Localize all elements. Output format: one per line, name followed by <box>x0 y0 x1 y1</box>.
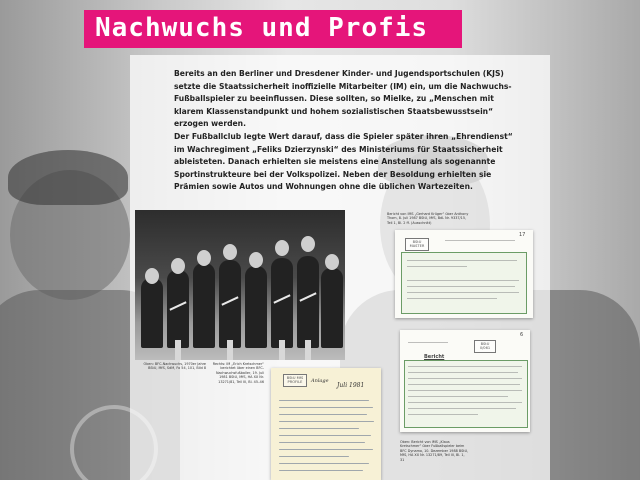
handwriting-line <box>279 442 365 443</box>
text-line <box>407 298 497 299</box>
highlight-frame <box>404 360 528 428</box>
body-paragraph-2: Der Fußballclub legte Wert darauf, dass die Spieler später ihren „Ehrendienst“ im Wachregiment „Feliks Dzierzynski“ des Ministeriums für Staatssicherheit ableisteten. Danach erhielten sie meistens eine Anstellung als sogenannte Sportinstrukteure bei der Volkspolizei. Neben der Besoldung erhielten sie Prämien sowie Autos und Wohnungen ohne die üblichen Wartezeiten. <box>174 131 513 192</box>
letter-date: Juli 1981 <box>337 382 365 389</box>
photo-player-head <box>325 254 339 270</box>
text-line <box>407 260 517 261</box>
page-number: 6 <box>520 332 524 338</box>
photo-player <box>297 256 319 348</box>
player-leg <box>279 340 285 360</box>
page-title: Nachwuchs und Profis <box>95 13 429 43</box>
handwriting-line <box>279 421 374 422</box>
photo-player-head <box>301 236 315 252</box>
handwriting-line <box>279 470 363 471</box>
text-line <box>408 402 522 403</box>
bg-player-hair-left <box>8 150 128 205</box>
report-heading: Bericht <box>424 354 445 360</box>
text-line <box>407 280 519 281</box>
letter-stamp: BStU MfS PROFILE <box>283 374 307 387</box>
highlight-frame <box>401 252 527 314</box>
text-line <box>407 292 519 293</box>
photo-player-head <box>145 268 159 284</box>
handwriting-line <box>279 407 373 408</box>
text-line <box>408 384 520 385</box>
text-line <box>408 378 522 379</box>
text-line <box>408 366 522 367</box>
body-text <box>174 68 514 194</box>
report-bottom-caption: Oben: Bericht von IMS „Klaus Kretschmer“ über Fußballspieler beim BFC Dynamo, 10. Dezember 1988 BStU, MfS, HA XX Nr. 13271/89, Teil III, Bl. 1, 31 <box>400 440 469 462</box>
photo-player-head <box>197 250 211 266</box>
handwriting-line <box>279 463 369 464</box>
photo-player <box>141 278 163 348</box>
photo-player-head <box>249 252 263 268</box>
photo-player-head <box>171 258 185 274</box>
photo-player <box>321 268 343 348</box>
text-line <box>445 240 515 241</box>
report-document-bottom <box>400 330 530 432</box>
report-top-stamp: BStU MASTER <box>405 238 429 251</box>
text-line <box>408 372 518 373</box>
photo-player-head <box>223 244 237 260</box>
handwritten-letter <box>271 368 381 480</box>
photo-player <box>193 263 215 348</box>
player-leg <box>305 340 311 360</box>
player-leg <box>175 340 181 360</box>
text-line <box>408 408 516 409</box>
player-leg <box>227 340 233 360</box>
team-photo <box>135 210 345 360</box>
handwriting-line <box>279 456 349 457</box>
letter-salutation: Anlage <box>311 378 329 384</box>
handwriting-line <box>279 435 371 436</box>
text-line <box>407 266 467 267</box>
report-bottom-stamp: BStU 0/061 <box>474 340 496 353</box>
photo-caption: Oben: BFC-Nachwuchs, 1970er Jahre BStU, MfS, SdM, Fo 54, 101, Bild 8 <box>143 362 206 371</box>
handwriting-line <box>279 428 359 429</box>
photo-player-head <box>275 240 289 256</box>
text-line <box>407 286 515 287</box>
handwriting-line <box>279 400 369 401</box>
text-line <box>408 414 478 415</box>
body-paragraph-1: Bereits an den Berliner und Dresdener Kinder- und Jugendsportschulen (KJS) setzte die Staatssicherheit inoffizielle Mitarbeiter (IM) ein, um die Nachwuchs-Fußballspieler zu beeinflussen. Diese sollten, so Mielke, zu „Menschen mit klarem Klassenstandpunkt und hohem sozialistischen Staatsbewusstsein“ erzogen werden. <box>174 69 512 129</box>
handwriting-line <box>279 414 367 415</box>
report-top-caption: Bericht von IMS „Gerhard Krüger“ über Anthony Thom, 8. Juli 1987 BStU, MfS, BdL Nr. 9337/15, Teil 1, Bl. 2 ff. (Ausschnitt) <box>387 212 469 225</box>
letter-caption: Rechts: IM „Erich Kretschmer“ berichtet über einen BFC-Nachwuchsfußballer, 19. Juli 1981 BStU, MfS, HA XX Nr. 13271/81, Teil III, Bl. 45–46 <box>212 362 264 384</box>
text-line <box>408 390 522 391</box>
handwriting-line <box>279 449 373 450</box>
page-number: 17 <box>519 232 526 238</box>
photo-player <box>245 266 267 348</box>
text-line <box>408 396 508 397</box>
report-document-top <box>395 230 533 318</box>
text-line <box>408 342 448 343</box>
